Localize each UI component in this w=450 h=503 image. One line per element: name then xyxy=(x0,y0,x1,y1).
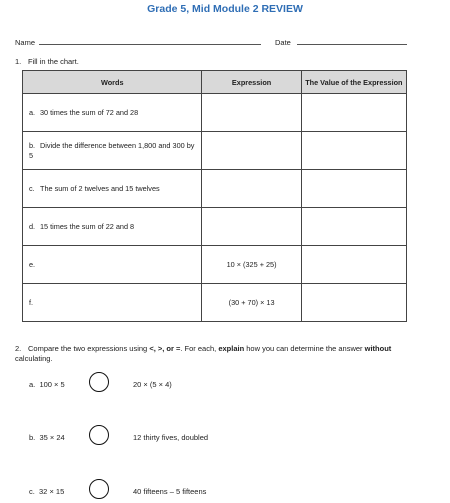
left-expression: 32 × 15 xyxy=(39,487,65,496)
value-answer-cell[interactable] xyxy=(301,94,406,132)
table-row xyxy=(23,208,407,246)
table-row xyxy=(23,170,407,208)
question-text: Fill in the chart. xyxy=(28,57,79,66)
without-word: without xyxy=(364,344,392,353)
row-letter: e. xyxy=(29,259,36,269)
question-number: 1. xyxy=(15,57,22,66)
header-expression: Expression xyxy=(202,71,301,94)
expression-answer-cell[interactable] xyxy=(202,94,301,132)
value-answer-cell[interactable] xyxy=(301,284,406,322)
row-words: Divide the difference between 1,800 and 300 by 5 xyxy=(29,140,195,160)
row-words: 30 times the sum of 72 and 28 xyxy=(40,107,139,117)
compare-item xyxy=(29,372,429,396)
prompt-end: calculating. xyxy=(15,354,53,363)
value-answer-cell[interactable] xyxy=(301,246,406,284)
answer-circle[interactable] xyxy=(89,425,109,445)
answer-circle[interactable] xyxy=(89,372,109,392)
words-cell[interactable] xyxy=(23,284,202,322)
compare-item xyxy=(29,425,429,449)
explain-word: explain xyxy=(218,344,245,353)
row-letter: b. xyxy=(29,140,36,150)
row-letter: c. xyxy=(29,183,35,193)
compare-left xyxy=(29,487,64,496)
question-2-prompt xyxy=(15,344,415,364)
page-title: Grade 5, Mid Module 2 REVIEW xyxy=(147,3,303,15)
left-expression: 35 × 24 xyxy=(39,433,65,442)
item-letter: b. xyxy=(29,433,36,442)
expression-answer-cell[interactable] xyxy=(202,208,301,246)
name-date-row xyxy=(15,36,435,50)
value-answer-cell[interactable] xyxy=(301,170,406,208)
expression-cell: (30 + 70) × 13 xyxy=(202,284,301,322)
answer-circle[interactable] xyxy=(89,479,109,499)
date-field[interactable] xyxy=(297,44,407,45)
right-expression: 20 × (5 × 4) xyxy=(133,380,172,389)
name-label: Name xyxy=(15,38,36,47)
words-cell xyxy=(23,170,202,208)
compare-left xyxy=(29,380,65,389)
prompt-mid: . For each, xyxy=(180,344,219,353)
table-row xyxy=(23,94,407,132)
table-row xyxy=(23,246,407,284)
value-answer-cell[interactable] xyxy=(301,132,406,170)
name-field[interactable] xyxy=(39,44,261,45)
header-value: The Value of the Expression xyxy=(301,71,406,94)
row-letter: f. xyxy=(29,297,34,307)
compare-item xyxy=(29,479,429,503)
item-letter: a. xyxy=(29,380,36,389)
chart-header-row xyxy=(23,71,407,94)
expression-cell: 10 × (325 + 25) xyxy=(202,246,301,284)
expression-answer-cell[interactable] xyxy=(202,170,301,208)
row-words: 15 times the sum of 22 and 8 xyxy=(40,221,135,231)
table-row xyxy=(23,284,407,322)
fill-in-chart xyxy=(22,70,407,322)
words-cell xyxy=(23,94,202,132)
header-words: Words xyxy=(23,71,202,94)
comparison-symbols: <, >, or = xyxy=(149,344,181,353)
row-letter: a. xyxy=(29,107,36,117)
row-words: The sum of 2 twelves and 15 twelves xyxy=(40,183,160,193)
prompt-start: Compare the two expressions using xyxy=(28,344,150,353)
expression-answer-cell[interactable] xyxy=(202,132,301,170)
right-expression: 40 fifteens – 5 fifteens xyxy=(133,487,207,496)
value-answer-cell[interactable] xyxy=(301,208,406,246)
table-row xyxy=(23,132,407,170)
date-label: Date xyxy=(275,38,291,47)
prompt-mid2: how you can determine the answer xyxy=(244,344,365,353)
words-cell xyxy=(23,132,202,170)
item-letter: c. xyxy=(29,487,35,496)
words-cell xyxy=(23,208,202,246)
row-letter: d. xyxy=(29,221,36,231)
question-number: 2. xyxy=(15,344,22,353)
left-expression: 100 × 5 xyxy=(39,380,65,389)
compare-left xyxy=(29,433,65,442)
right-expression: 12 thirty fives, doubled xyxy=(133,433,209,442)
question-1-prompt xyxy=(15,57,79,67)
words-cell[interactable] xyxy=(23,246,202,284)
